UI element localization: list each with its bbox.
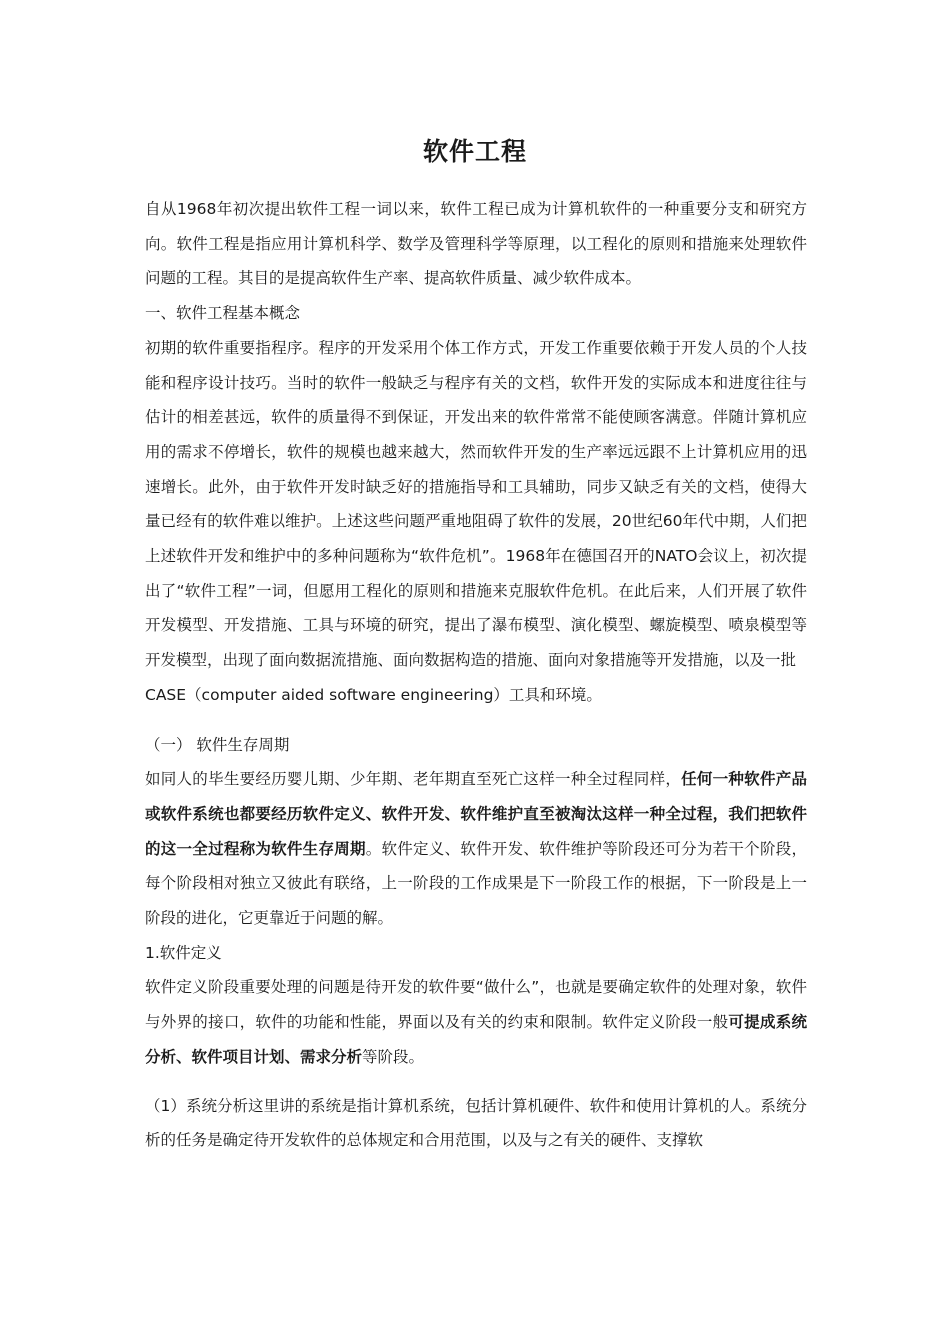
section-paragraph-tail: CASE（computer aided software engineering）工具和环境。 xyxy=(145,685,602,704)
subsection-paragraph xyxy=(145,762,807,936)
subsection-emphasis-text: 任何一种软件产品或软件系统也都要经历软件定义、软件开发、软件维护直至被淘汰这样一种全过程，我们把软件的这一全过程称为软件生存周期 xyxy=(145,770,807,858)
document-title: 软件工程 xyxy=(422,137,527,166)
item-heading: 1.软件定义 xyxy=(145,943,222,962)
section-paragraph: 初期的软件重要指程序。程序的开发采用个体工作方式，开发工作重要依赖于开发人员的个人技能和程序设计技巧。当时的软件一般缺乏与程序有关的文档，软件开发的实际成本和进度往往与估计的相差甚远，软件的质量得不到保证，开发出来的软件常常不能使顾客满意。伴随计算机应用的需求不停增长，软件的规模也越来越大，然而软件开发的生产率远远跟不上计算机应用的迅速增长。此外，由于软件开发时缺乏好的措施指导和工具辅助，同步又缺乏有关的文档，使得大量已经有的软件难以维护。上述这些问题严重地阻碍了软件的发展，20世纪60年代中期，人们把上述软件开发和维护中的多种问题称为“软件危机”。1968年在德国召开的NATO会议上，初次提出了“软件工程”一词，但愿用工程化的原则和措施来克服软件危机。在此后来，人们开展了软件开发模型、开发措施、工具与环境的研究，提出了瀑布模型、演化模型、螺旋模型、喷泉模型等开发模型，出现了面向数据流措施、面向数据构造的措施、面向对象措施等开发措施，以及一批 xyxy=(145,338,807,670)
paragraph-spacer xyxy=(145,713,807,728)
item-paragraph xyxy=(145,970,807,1074)
subsection-lead-text: 如同人的毕生要经历婴儿期、少年期、老年期直至死亡这样一种全过程同样， xyxy=(145,770,682,789)
section-heading: 一、软件工程基本概念 xyxy=(145,304,301,323)
item-emphasis-text: 可提成系统分析、软件项目计划、需求分析 xyxy=(145,1013,807,1066)
item-subparagraph: （1）系统分析这里讲的系统是指计算机系统，包括计算机硬件、软件和使用计算机的人。系统分析的任务是确定待开发软件的总体规定和合用范围，以及与之有关的硬件、支撑软 xyxy=(145,1096,807,1150)
intro-paragraph: 自从1968年初次提出软件工程一词以来，软件工程已成为计算机软件的一种重要分支和研究方向。软件工程是指应用计算机科学、数学及管理科学等原理，以工程化的原则和措施来处理软件问题的工程。其目的是提高软件生产率、提高软件质量、减少软件成本。 xyxy=(145,200,807,288)
subsection-rest-text: 。软件定义、软件开发、软件维护等阶段还可分为若干个阶段，每个阶段相对独立又彼此有联络，上一阶段的工作成果是下一阶段工作的根据，下一阶段是上一阶段的进化，它更靠近于问题的解。 xyxy=(145,839,807,928)
item-lead-text: 软件定义阶段重要处理的问题是待开发的软件要“做什么”，也就是要确定软件的处理对象，软件与外界的接口，软件的功能和性能，界面以及有关的约束和限制。软件定义阶段一般 xyxy=(145,978,807,1032)
subsection-heading: （一） 软件生存周期 xyxy=(145,735,290,754)
item-rest-text: 等阶段。 xyxy=(362,1047,425,1066)
document-body xyxy=(145,192,807,1158)
paragraph-spacer xyxy=(145,1075,807,1089)
